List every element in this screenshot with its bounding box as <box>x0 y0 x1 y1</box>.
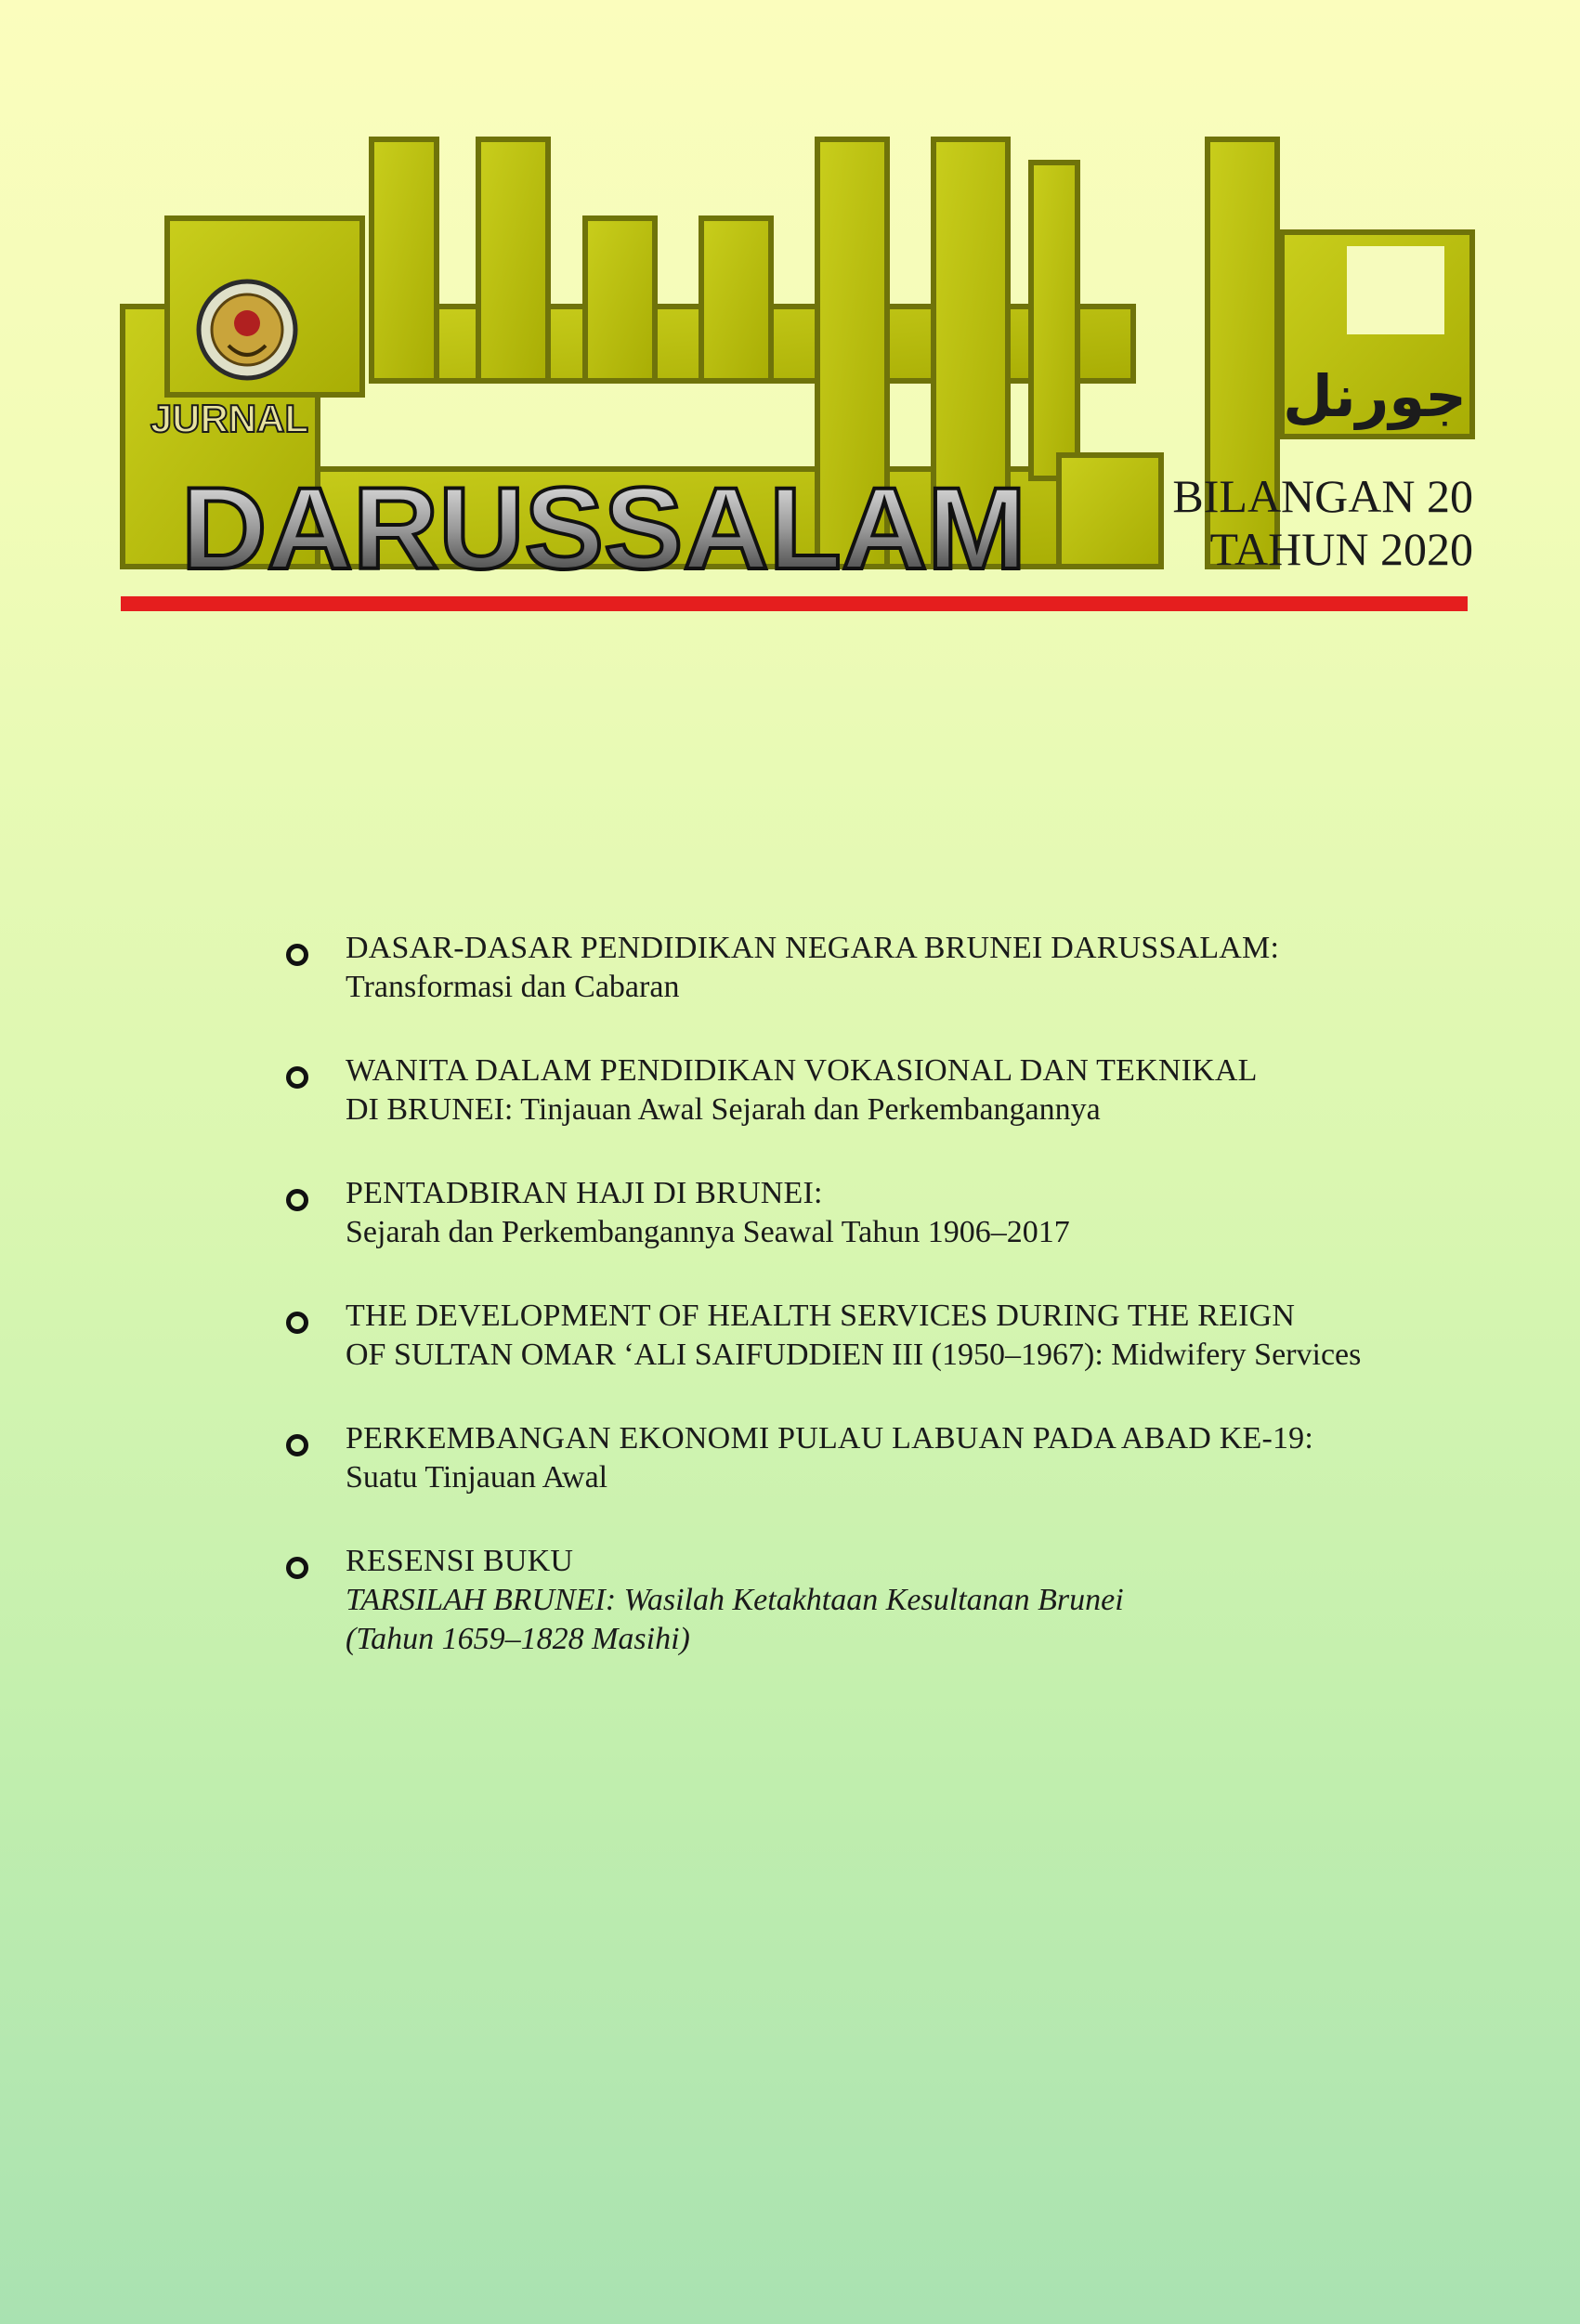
issue-year: TAHUN 2020 <box>1209 523 1473 575</box>
toc-item-subtitle: DI BRUNEI: Tinjauan Awal Sejarah dan Perkembangannya <box>346 1092 1101 1127</box>
toc-item-title: DASAR-DASAR PENDIDIKAN NEGARA BRUNEI DARUSSALAM: <box>346 931 1280 965</box>
red-divider-rule <box>121 596 1468 611</box>
toc-item-subtitle: Sejarah dan Perkembangannya Seawal Tahun 1906–2017 <box>346 1215 1070 1249</box>
toc-item <box>279 1174 1486 1252</box>
toc-item-subtitle-line2: (Tahun 1659–1828 Masihi) <box>346 1622 690 1656</box>
toc-item-title: RESENSI BUKU <box>346 1544 574 1578</box>
toc-item <box>279 1542 1486 1659</box>
jawi-label: جورنل <box>1283 362 1467 430</box>
bullet-icon <box>286 1312 308 1334</box>
toc-item <box>279 1297 1486 1375</box>
bullet-icon <box>286 1189 308 1211</box>
toc-item <box>279 1051 1486 1129</box>
toc-item-title: PENTADBIRAN HAJI DI BRUNEI: <box>346 1176 823 1210</box>
bullet-icon <box>286 1066 308 1089</box>
jurnal-label: JURNAL <box>150 397 309 440</box>
toc-item <box>279 929 1486 1007</box>
book-subtitle: Wasilah Ketakhtaan Kesultanan Brunei <box>623 1583 1124 1617</box>
toc-item-subtitle: Suatu Tinjauan Awal <box>346 1460 608 1495</box>
toc-item <box>279 1419 1486 1497</box>
book-title: TARSILAH BRUNEI: <box>346 1583 617 1617</box>
table-of-contents <box>279 929 1486 1704</box>
bullet-icon <box>286 1434 308 1456</box>
toc-item-title: THE DEVELOPMENT OF HEALTH SERVICES DURING THE REIGN <box>346 1299 1296 1333</box>
issue-number: BILANGAN 20 <box>1172 470 1473 522</box>
bullet-icon <box>286 1557 308 1579</box>
toc-item-subtitle <box>346 1581 1486 1620</box>
toc-item-title: PERKEMBANGAN EKONOMI PULAU LABUAN PADA ABAD KE-19: <box>346 1421 1314 1456</box>
toc-item-subtitle: Transformasi dan Cabaran <box>346 970 680 1004</box>
journal-title: DARUSSALAM <box>181 464 1026 594</box>
bullet-icon <box>286 944 308 966</box>
toc-item-title: WANITA DALAM PENDIDIKAN VOKASIONAL DAN TEKNIKAL <box>346 1053 1258 1088</box>
brunei-crest-emblem-icon <box>199 281 295 378</box>
toc-item-subtitle: OF SULTAN OMAR ‘ALI SAIFUDDIEN III (1950–1967): Midwifery Services <box>346 1338 1362 1372</box>
